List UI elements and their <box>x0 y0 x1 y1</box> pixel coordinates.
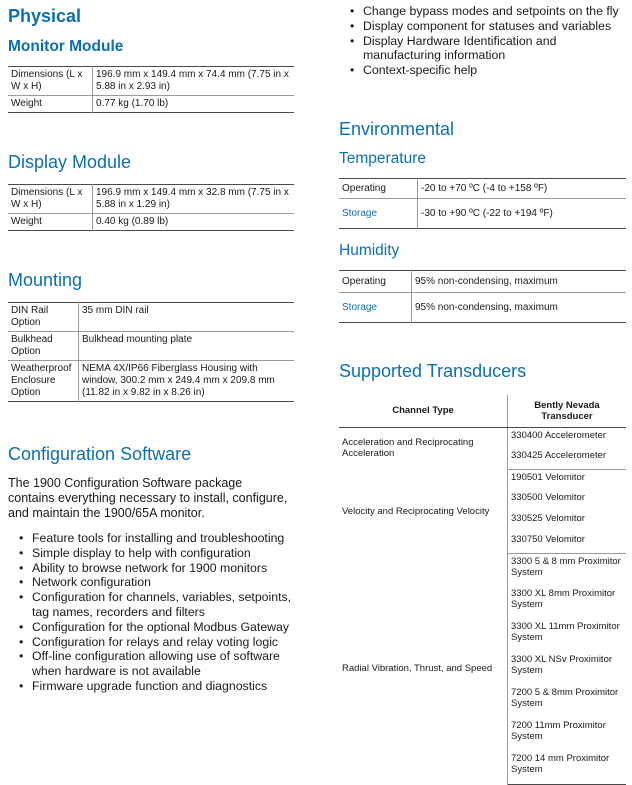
list-item: • Network configuration <box>32 575 294 590</box>
configuration-feature-list <box>8 531 294 694</box>
list-item: • Configuration for the optional Modbus Gateway <box>32 620 294 635</box>
spec-key: Bulkhead Option <box>8 332 79 361</box>
transducer-cell: 330400 Accelerometer <box>508 427 627 448</box>
transducer-cell: 7200 11mm Proximitor System <box>511 720 606 742</box>
list-item: • Simple display to help with configuration <box>32 546 294 561</box>
transducer-cell: 3300 XL 8mm Proximitor System <box>511 588 616 610</box>
table-row <box>8 185 294 214</box>
table-row <box>339 179 626 199</box>
spec-value: 35 mm DIN rail <box>82 305 149 316</box>
transducer-cell: 7200 5 & 8mm Proximitor System <box>511 687 619 709</box>
table-row <box>339 271 626 293</box>
software-feature-list <box>339 4 625 78</box>
spec-value: 0.77 kg (1.70 lb) <box>96 98 169 109</box>
transducer-cell: 330525 Velomitor <box>511 513 585 524</box>
transducer-cell: 330425 Accelerometer <box>508 448 627 469</box>
spec-value: 0.40 kg (0.89 lb) <box>96 216 169 227</box>
channel-type-cell: Acceleration and Reciprocating Acceleration <box>339 427 508 469</box>
env-value: -30 to +90 ºC (-22 to +194 ºF) <box>421 207 553 219</box>
transducer-cell: 330500 Velomitor <box>511 492 585 503</box>
column-header-transducer: Bently Nevada Transducer <box>508 395 627 427</box>
env-key: Operating <box>339 179 418 199</box>
humidity-heading: Humidity <box>339 242 400 259</box>
table-row <box>8 214 294 231</box>
temperature-table <box>339 178 626 229</box>
list-item: • Configuration for channels, variables, setpoints, tag names, recorders and filters <box>32 590 294 620</box>
env-value: -20 to +70 ºC (-4 to +158 ºF) <box>421 182 548 194</box>
temperature-heading: Temperature <box>339 150 427 167</box>
table-row <box>339 199 626 229</box>
transducer-cell: 3300 XL NSv Proximitor System <box>511 654 613 676</box>
transducers-table <box>339 395 626 785</box>
list-item: • Context-specific help <box>363 63 625 78</box>
table-row <box>8 361 294 402</box>
table-row <box>8 332 294 361</box>
list-item: • Change bypass modes and setpoints on the fly <box>363 4 625 19</box>
channel-type-cell: Radial Vibration, Thrust, and Speed <box>339 553 508 784</box>
list-item: • Firmware upgrade function and diagnostics <box>32 679 294 694</box>
mounting-table <box>8 302 294 402</box>
table-row <box>339 293 626 323</box>
list-item: • Off-line configuration allowing use of software when hardware is not available <box>32 649 294 679</box>
display-module-table <box>8 184 294 231</box>
table-row <box>8 96 294 113</box>
table-row <box>339 553 626 586</box>
env-value: 95% non-condensing, maximum <box>415 275 558 287</box>
display-module-heading: Display Module <box>8 152 132 172</box>
transducer-cell: 3300 XL 11mm Proximitor System <box>511 621 620 643</box>
list-item: • Display component for statuses and variables <box>363 19 625 34</box>
list-item: • Ability to browse network for 1900 monitors <box>32 561 294 576</box>
monitor-module-heading: Monitor Module <box>8 38 124 55</box>
humidity-table <box>339 270 626 323</box>
transducer-cell: 7200 14 mm Proximitor System <box>508 751 627 784</box>
spec-key: Dimensions (L x W x H) <box>8 185 93 214</box>
table-header-row <box>339 395 626 427</box>
spec-value: Bulkhead mounting plate <box>82 334 193 345</box>
physical-heading: Physical <box>8 6 82 26</box>
table-row <box>8 303 294 332</box>
list-item: • Feature tools for installing and troubleshooting <box>32 531 294 546</box>
channel-type-cell: Velocity and Reciprocating Velocity <box>339 469 508 553</box>
spec-value: 196.9 mm x 149.4 mm x 74.4 mm (7.75 in x 5.88 in x 2.93 in) <box>96 69 289 92</box>
column-header-channel-type: Channel Type <box>339 395 508 427</box>
table-row <box>8 67 294 96</box>
spec-key: DIN Rail Option <box>8 303 79 332</box>
transducer-cell: 330750 Velomitor <box>508 532 627 553</box>
supported-transducers-heading: Supported Transducers <box>339 361 527 381</box>
table-row <box>339 427 626 448</box>
configuration-intro: The 1900 Configuration Software package contains everything necessary to install, configure, and maintain the 1900/65A monitor. <box>8 476 288 520</box>
env-value: 95% non-condensing, maximum <box>415 301 558 313</box>
env-key: Operating <box>339 271 412 293</box>
monitor-module-table <box>8 66 294 113</box>
spec-value: NEMA 4X/IP66 Fiberglass Housing with window, 300.2 mm x 249.4 mm x 209.8 mm (11.82 in x 9.82 in x 8.26 in) <box>82 363 275 398</box>
table-row <box>339 469 626 490</box>
environmental-heading: Environmental <box>339 119 455 139</box>
mounting-heading: Mounting <box>8 270 83 290</box>
spec-key: Weight <box>8 214 93 231</box>
configuration-software-heading: Configuration Software <box>8 444 192 464</box>
spec-value: 196.9 mm x 149.4 mm x 32.8 mm (7.75 in x 5.88 in x 1.29 in) <box>96 187 289 210</box>
env-key: Storage <box>339 293 412 323</box>
env-key: Storage <box>339 199 418 229</box>
spec-key: Dimensions (L x W x H) <box>8 67 93 96</box>
transducer-cell: 3300 5 & 8 mm Proximitor System <box>511 555 621 578</box>
spec-key: Weatherproof Enclosure Option <box>8 361 79 402</box>
list-item: • Configuration for relays and relay voting logic <box>32 635 294 650</box>
list-item: • Display Hardware Identification and manufacturing information <box>363 34 625 64</box>
transducer-cell: 190501 Velomitor <box>511 471 585 483</box>
spec-key: Weight <box>8 96 93 113</box>
